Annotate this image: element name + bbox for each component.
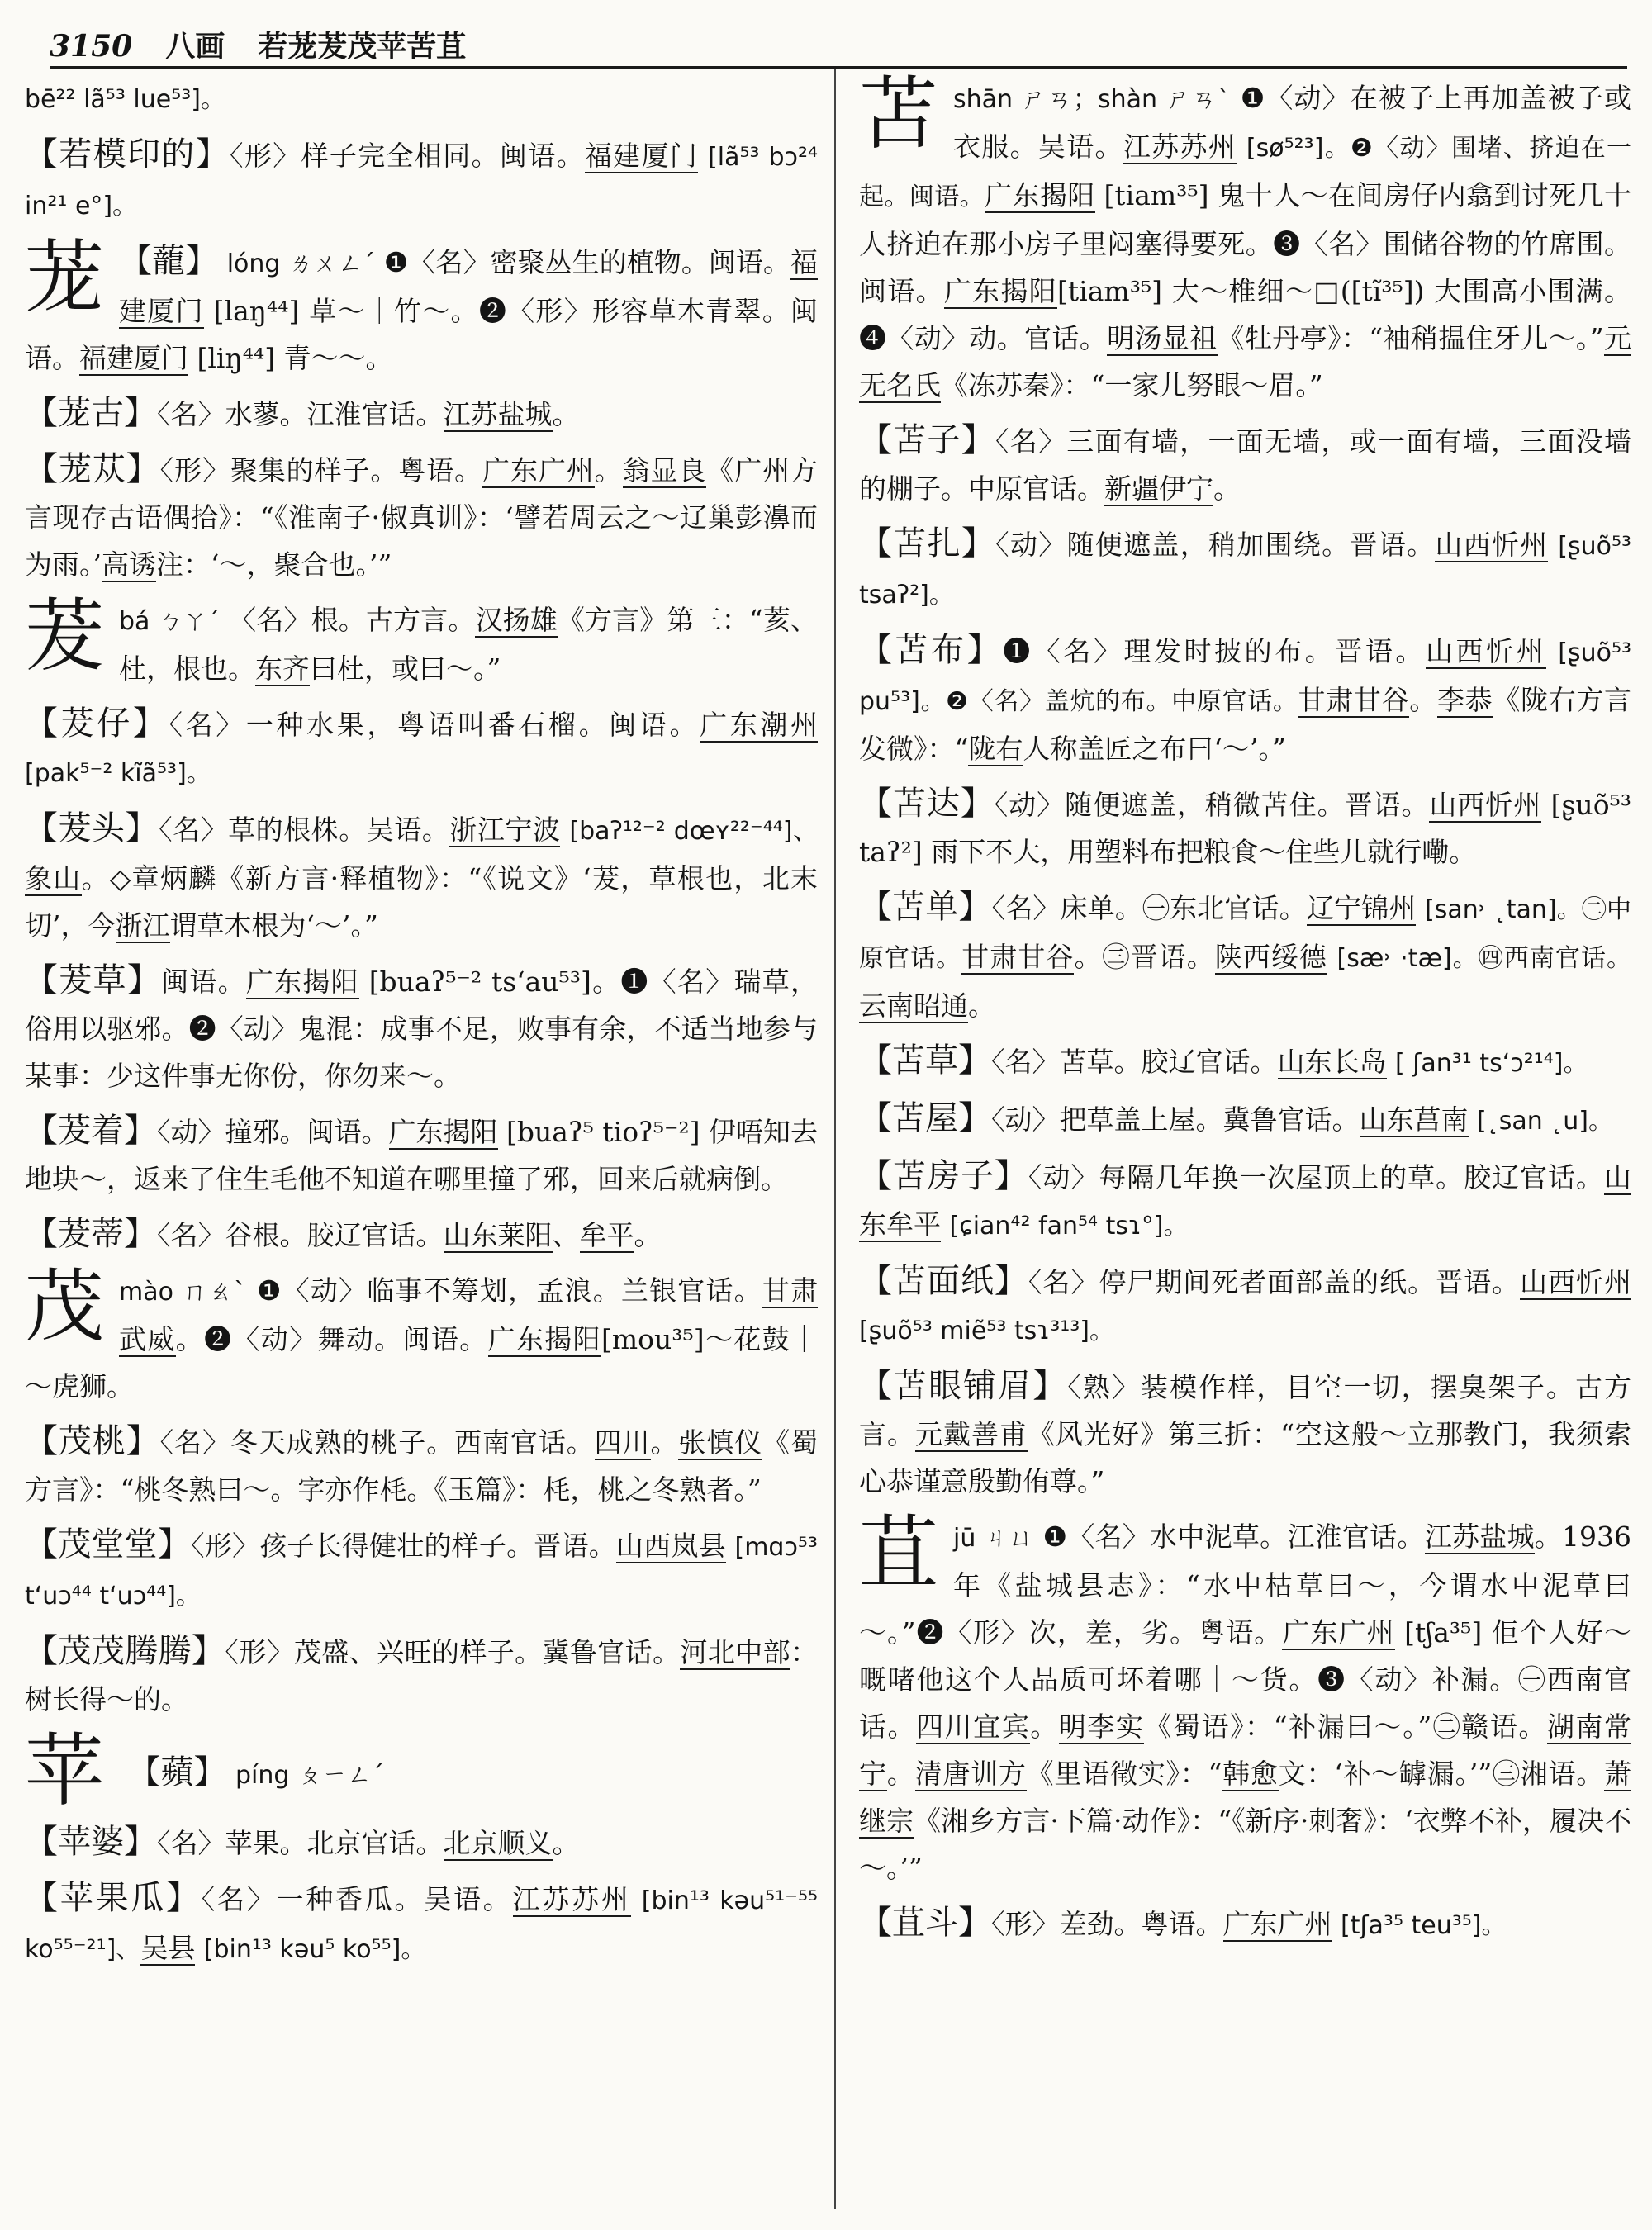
entry-term: 【茇草】	[25, 961, 162, 999]
pinyin: jū ㄐㄩ	[953, 1524, 1034, 1553]
entry-term: 【苫眼铺眉】	[859, 1367, 1068, 1405]
place-name: 江苏苏州	[1123, 130, 1237, 163]
entry-shanmianzhi	[859, 1258, 1631, 1355]
entry-text: ❶〈名〉水中泥草。江淮官话。	[1042, 1521, 1425, 1553]
right-column	[859, 68, 1632, 1957]
entry-text: 。	[1213, 472, 1241, 505]
entry-text: 闽语。	[161, 966, 246, 998]
header-characters: 若茏茇茂苹苦苴	[258, 29, 467, 64]
entry-text: [ʂuõ⁵³ taʔ²] 雨下不大，用塑料布把粮食～住些儿就行嘞。	[859, 789, 1632, 868]
place-name: 北京顺义	[443, 1827, 553, 1859]
entry-term: 【苫屋】	[859, 1099, 991, 1137]
place-name: 江苏苏州	[512, 1883, 631, 1915]
entry-term: 【茇仔】	[25, 705, 169, 743]
place-name: 广东揭阳	[487, 1323, 601, 1355]
entry-term: 【茂桃】	[25, 1422, 160, 1460]
left-column	[25, 74, 818, 1981]
place-name: 山东莒南	[1359, 1103, 1469, 1136]
entry-text: 。	[634, 1219, 662, 1251]
place-name: 山西忻州	[1435, 529, 1549, 561]
entry-text: [liŋ⁴⁴] 青～～。	[197, 342, 393, 374]
entry-text: 〈名〉冬天成熟的桃子。西南官话。	[159, 1426, 595, 1459]
entry-bazhe	[25, 1108, 818, 1203]
place-name: 山东牟平	[859, 1161, 1632, 1241]
entry-text: 《蜀方言》：“桃冬熟曰～。字亦作枆。《玉篇》：枆，桃之冬熟者。”	[25, 1426, 819, 1506]
entry-text: 〈形〉样子完全相同。闽语。	[230, 140, 585, 172]
entry-pingpo	[25, 1819, 818, 1867]
entry-text: 。	[968, 989, 995, 1022]
place-name: 浙江宁波	[449, 814, 561, 846]
author-name: 萧继宗	[859, 1758, 1632, 1837]
entry-text: ：树长得～的。	[25, 1636, 819, 1715]
entry-text: ❶〈名〉密聚丛生的植物。闽语。	[383, 246, 790, 278]
entry-shancao	[859, 1037, 1631, 1087]
place-name: 甘肃甘谷	[961, 941, 1075, 973]
entry-term: 【茏苁】	[25, 450, 160, 488]
entry-maotao	[25, 1418, 818, 1513]
place-name: 广东广州	[1282, 1616, 1395, 1649]
place-name: 山东莱阳	[443, 1219, 553, 1251]
entry-text: ❶〈名〉理发时披的布。晋语。	[1003, 635, 1426, 667]
entry-term: 【茂堂堂】	[25, 1525, 192, 1563]
entry-shandan	[859, 884, 1631, 1029]
author-name: 汉扬雄	[475, 604, 558, 636]
entry-term: 【苹婆】	[25, 1823, 157, 1861]
author-name: 元戴善甫	[915, 1418, 1028, 1450]
entry-text: 〈熟〉装模作样，目空一切，摆臭架子。古方言。	[859, 1371, 1632, 1450]
entry-text: 。	[886, 1758, 915, 1790]
entry-term: 【苫达】	[859, 785, 995, 823]
entry-text: ❶〈动〉临事不筹划，孟浪。兰银官话。	[256, 1274, 762, 1307]
entry-term: 【若模印的】	[25, 135, 230, 173]
entry-text: 。❷〈动〉舞动。闽语。	[175, 1323, 488, 1355]
pinyin: shān ㄕㄢ；shàn ㄕㄢˋ	[953, 85, 1232, 114]
place-name: 河北中部	[680, 1636, 791, 1668]
entry-text: 〈名〉谷根。胶辽官话。	[157, 1219, 444, 1251]
entry-text: 〈形〉差劲。粤语。	[991, 1908, 1223, 1940]
place-name: 江苏盐城	[1424, 1521, 1535, 1553]
author-name: 翁显良	[622, 454, 707, 486]
entry-term: 【茇着】	[25, 1112, 158, 1150]
entry-shanwu	[859, 1095, 1631, 1145]
entry-pingguogua	[25, 1875, 818, 1973]
entry-text: 《湘乡方言·下篇·动作》：“《新序·刺奢》：‘衣弊不补，履决不～。’”	[859, 1805, 1631, 1884]
author-name: 张慎仪	[678, 1426, 763, 1459]
place-name: 陕西绥德	[1214, 941, 1327, 973]
variant-char: 【蘢】	[119, 242, 219, 280]
pinyin: píng ㄆㄧㄥˊ	[235, 1761, 384, 1790]
entry-text: [sø⁵²³]。❷〈动〉围堵、挤迫在一起。闽语。	[859, 134, 1632, 211]
entry-text: 〈动〉每隔几年换一次屋顶上的草。胶辽官话。	[1028, 1161, 1605, 1193]
entry-text: [˛san ˛u]。	[1477, 1107, 1613, 1136]
entry-batou	[25, 805, 818, 949]
entry-text: 。	[594, 454, 623, 486]
entry-text: [buaʔ⁵⁻² ts‘au⁵³]。❶〈名〉瑞草，俗用以驱邪。❷〈动〉鬼混：成事不足，败事有余，不适当地参与某事：少这件事无你份，你勿来～。	[25, 966, 819, 1092]
entry-text: 〈名〉水蓼。江淮官话。	[157, 398, 444, 430]
place-name: 广东揭阳	[943, 275, 1058, 307]
entry-term: 【苫面纸】	[859, 1262, 1028, 1300]
place-name: 辽宁锦州	[1306, 892, 1417, 924]
entry-text: 《陇右方言发微》：“	[859, 684, 1632, 765]
place-name: 山西忻州	[1429, 789, 1542, 821]
entry-ba	[25, 590, 818, 692]
entry-ping	[25, 1725, 818, 1817]
entry-shanfangzi	[859, 1153, 1631, 1250]
place-name: 广东揭阳	[388, 1116, 498, 1148]
place-name: 象山	[25, 862, 82, 894]
entry-ruomoyinde	[25, 131, 818, 230]
place-name: 广东揭阳	[985, 179, 1095, 211]
headword-char: 茇	[25, 590, 104, 682]
entry-term: 【茏古】	[25, 394, 157, 432]
author-name: 高诱	[102, 548, 156, 581]
entry-text: 〈名〉草的根株。吴语。	[159, 814, 450, 846]
entry-text: 〈动〉随便遮盖，稍加围绕。晋语。	[995, 529, 1436, 561]
entry-text: 。◇章炳麟《新方言·释植物》：“《说文》‘茇，草根也，北末切’，今	[25, 862, 819, 942]
entry-shanzha	[859, 520, 1631, 619]
header-rule	[50, 66, 1627, 69]
entry-text: 。1936年《盐城县志》：“水中枯草曰～，今谓水中泥草曰～。”❷〈形〉次，差，劣。粤语。	[859, 1521, 1632, 1649]
place-name: 山东长岛	[1277, 1046, 1387, 1078]
entry-text: 〈名〉停尸期间死者面部盖的纸。晋语。	[1028, 1266, 1521, 1298]
page-header	[50, 23, 1627, 64]
entry-shanzi	[859, 417, 1631, 512]
entry-shanyanpumei	[859, 1363, 1631, 1505]
entry-term: 【苹果瓜】	[25, 1879, 202, 1917]
headword-char: 茏	[25, 231, 104, 324]
place-name: 甘肃武威	[119, 1274, 818, 1355]
entry-judou	[859, 1900, 1631, 1949]
entry-ju	[859, 1506, 1632, 1891]
entry-text: 《方言》第三：“荄、杜，根也。	[119, 604, 818, 685]
entry-text: bē²² lã⁵³ lue⁵³]。	[25, 85, 225, 114]
entry-text: 〈名〉一种水果，粤语叫番石榴。闽语。	[169, 709, 700, 741]
entry-text: 〈动〉随便遮盖，稍微苫住。晋语。	[994, 789, 1430, 821]
place-name: 新疆伊宁	[1104, 472, 1213, 505]
entry-text: [mou³⁵]～花鼓｜～虎狮。	[25, 1323, 819, 1402]
entry-text: [san˒ ˛tan]。㊁中原官话。	[859, 895, 1632, 973]
entry-term: 【苫房子】	[859, 1157, 1028, 1195]
entry-badi	[25, 1211, 818, 1259]
entry-text: 人称盖匠之布曰‘～’。”	[1023, 733, 1286, 765]
place-name: 山西忻州	[1520, 1266, 1632, 1298]
entry-term: 【苫单】	[859, 888, 992, 926]
place-name: 广东潮州	[700, 709, 819, 741]
headword-char: 茂	[25, 1260, 104, 1353]
entry-term: 【茇头】	[25, 809, 159, 847]
place-name: 吴县	[140, 1932, 196, 1964]
entry-text: 〈动〉撞邪。闽语。	[157, 1116, 389, 1148]
entry-maotangtang	[25, 1521, 818, 1620]
entry-text: 〈形〉聚集的样子。粤语。	[159, 454, 483, 486]
pinyin: bá ㄅㄚˊ	[119, 607, 221, 636]
entry-term: 【苫子】	[859, 421, 995, 459]
author-name: 元无名氏	[859, 322, 1632, 401]
entry-text: 《冻苏秦》：“一家儿努眼～眉。”	[941, 369, 1323, 401]
entry-text: [ʂuõ⁵³ tsaʔ²]。	[859, 532, 1632, 610]
entry-longgu	[25, 390, 818, 438]
entry-text: [baʔ¹²⁻² dœʏ²²⁻⁴⁴]、	[569, 817, 819, 846]
entry-shanbu	[859, 627, 1631, 772]
entry-text: 〈形〉孩子长得健壮的样子。晋语。	[191, 1530, 616, 1562]
entry-text: 《蜀语》：“补漏曰～。”㊁赣语。	[1144, 1710, 1547, 1743]
entry-long	[25, 231, 818, 382]
entry-text: 文：‘补～罅漏。’”㊂湘语。	[1278, 1758, 1605, 1790]
place-name: 福建厦门	[119, 246, 818, 327]
headword-char: 苹	[25, 1725, 104, 1817]
entry-text: 谓草木根为‘～’。”	[169, 909, 378, 942]
place-name: 山西岚县	[615, 1530, 726, 1562]
entry-text: 〈名〉床单。㊀东北官话。	[991, 892, 1307, 924]
entry-text: [lã⁵³ bɔ²⁴ in²¹ e°]。	[25, 143, 819, 221]
entry-longcong	[25, 446, 818, 588]
entry-text: 注：‘～，聚合也。’”	[156, 548, 392, 581]
entry-continuation	[25, 74, 818, 123]
entry-shanda	[859, 780, 1631, 875]
place-name: 江苏盐城	[443, 398, 553, 430]
entry-text: [tʃa³⁵ teu³⁵]。	[1341, 1911, 1507, 1940]
place-name: 广东广州	[482, 454, 595, 486]
entry-text: [ɕian⁴² fan⁵⁴ tsɿ°]。	[949, 1212, 1189, 1241]
entry-term: 【茂茂腾腾】	[25, 1632, 225, 1670]
pinyin: lóng ㄌㄨㄥˊ	[226, 249, 376, 278]
entry-text: 。	[552, 398, 580, 430]
entry-text: 。	[1030, 1710, 1059, 1743]
variant-char: 【蘋】	[127, 1753, 227, 1791]
headword-char: 苫	[859, 68, 938, 160]
place-name: 广东揭阳	[245, 966, 359, 998]
entry-text: [ʂuõ⁵³ miẽ⁵³ tsɿ³¹³]。	[859, 1317, 1114, 1345]
entry-term: 【茇蒂】	[25, 1215, 157, 1253]
entry-text: [ʂuõ⁵³ pu⁵³]。❷〈名〉盖炕的布。中原官话。	[859, 638, 1632, 716]
entry-text: 〈形〉茂盛、兴旺的样子。冀鲁官话。	[225, 1636, 681, 1668]
entry-text: 〈动〉把草盖上屋。冀鲁官话。	[991, 1103, 1360, 1136]
entry-text: ❶〈动〉在被子上再加盖被子或衣服。吴语。	[953, 82, 1631, 163]
entry-text: [mɑɔ⁵³ t‘uɔ⁴⁴ t‘uɔ⁴⁴]。	[25, 1533, 818, 1611]
entry-text: [ ʃan³¹ ts‘ɔ²¹⁴]。	[1395, 1049, 1588, 1078]
page-number: 3150	[50, 29, 133, 64]
headword-char: 苴	[859, 1506, 938, 1599]
entry-text: 《广州方言现存古语偶拾》：“《淮南子·俶真训》：‘譬若周云之～辽巢彭濞而为雨。’	[25, 454, 819, 581]
place-name: 广东广州	[1222, 1908, 1332, 1940]
entry-text: 。㊂晋语。	[1074, 941, 1215, 973]
entry-term: 【苴斗】	[859, 1904, 991, 1942]
entry-text: 《风光好》第三折：“空这般～立那教门，我须索心恭谨意殷勤侑尊。”	[859, 1418, 1632, 1497]
place-name: 东齐	[255, 652, 310, 685]
entry-text: [tʃa³⁵] 佢个人好～嘅啫他这个人品质可坏着哪｜～货。❸〈动〉补漏。㊀西南官话。	[859, 1616, 1632, 1743]
entry-text: 。	[650, 1426, 679, 1459]
entry-text: [laŋ⁴⁴] 草～｜竹～。❷〈形〉形容草木青翠。闽语。	[25, 295, 818, 374]
place-name: 福建厦门	[79, 342, 188, 374]
entry-text: 〈名〉苫草。胶辽官话。	[991, 1046, 1278, 1078]
entry-text: [bin¹³ kəu⁵¹⁻⁵⁵ ko⁵⁵⁻²¹]、	[25, 1886, 819, 1964]
entry-term: 【苫扎】	[859, 524, 996, 562]
entry-term: 【苫草】	[859, 1041, 991, 1079]
entry-term: 【苫布】	[859, 631, 1004, 669]
entry-text: [tiam³⁵] 大～椎细～□([tĩ³⁵]) 大围高小围满。❹〈动〉动。官话。	[859, 275, 1632, 354]
author-name: 韩愈	[1222, 1758, 1279, 1790]
author-name: 清唐训方	[914, 1758, 1027, 1790]
entry-mao	[25, 1260, 819, 1410]
entry-text: [pak⁵⁻² kĩã⁵³]。	[25, 759, 211, 788]
place-name: 陇右	[968, 733, 1023, 765]
entry-shan	[859, 68, 1632, 409]
entry-text: 〈名〉根。古方言。	[229, 604, 476, 636]
header-section: 八画	[165, 29, 225, 64]
entry-bazai	[25, 700, 818, 797]
author-name: 明李实	[1058, 1710, 1145, 1743]
entry-text: 《牡丹亭》：“袖稍揾住牙儿～。”	[1217, 322, 1604, 354]
entry-text: [sæ˒ ·tæ]。㊃西南官话。	[1336, 944, 1632, 973]
entry-text: 〈名〉苹果。北京官话。	[157, 1827, 444, 1859]
place-name: 云南昭通	[859, 989, 968, 1022]
entry-text: [buaʔ⁵ tioʔ⁵⁻²] 伊唔知去地块～，返来了住生毛他不知道在哪里撞了邪，回来后就病倒。	[25, 1116, 819, 1195]
entry-text: 〈名〉一种香瓜。吴语。	[201, 1883, 513, 1915]
pinyin: mào ㄇㄠˋ	[119, 1278, 248, 1307]
author-name: 李恭	[1436, 684, 1493, 716]
entry-text: [bin¹³ kəu⁵ ko⁵⁵]。	[203, 1935, 426, 1964]
place-name: 浙江	[115, 909, 170, 942]
entry-text: 曰杜，或曰～。”	[310, 652, 501, 685]
place-name: 湖南常宁	[859, 1710, 1632, 1790]
place-name: 四川宜宾	[916, 1710, 1031, 1743]
entry-text: 。	[1409, 684, 1437, 716]
author-name: 明汤显祖	[1107, 322, 1218, 354]
entry-text: [tiam³⁵] 鬼十人～在间房仔内翕到讨死几十人挤迫在那小房子里闷塞得要死。❸〈名〉围储谷物的竹席围。闽语。	[859, 179, 1632, 307]
place-name: 牟平	[579, 1219, 634, 1251]
place-name: 福建厦门	[584, 140, 699, 172]
place-name: 山西忻州	[1425, 635, 1547, 667]
entry-text: 、	[552, 1219, 580, 1251]
entry-text: 〈名〉三面有墙，一面无墙，或一面有墙，三面没墙的棚子。中原官话。	[859, 425, 1631, 505]
entry-bacao	[25, 957, 818, 1099]
place-name: 甘肃甘谷	[1298, 684, 1410, 716]
entry-maomaotengteng	[25, 1628, 818, 1723]
entry-text: 《里语徵实》：“	[1026, 1758, 1222, 1790]
column-divider	[834, 69, 836, 2209]
place-name: 四川	[594, 1426, 651, 1459]
entry-text: 。	[552, 1827, 580, 1859]
